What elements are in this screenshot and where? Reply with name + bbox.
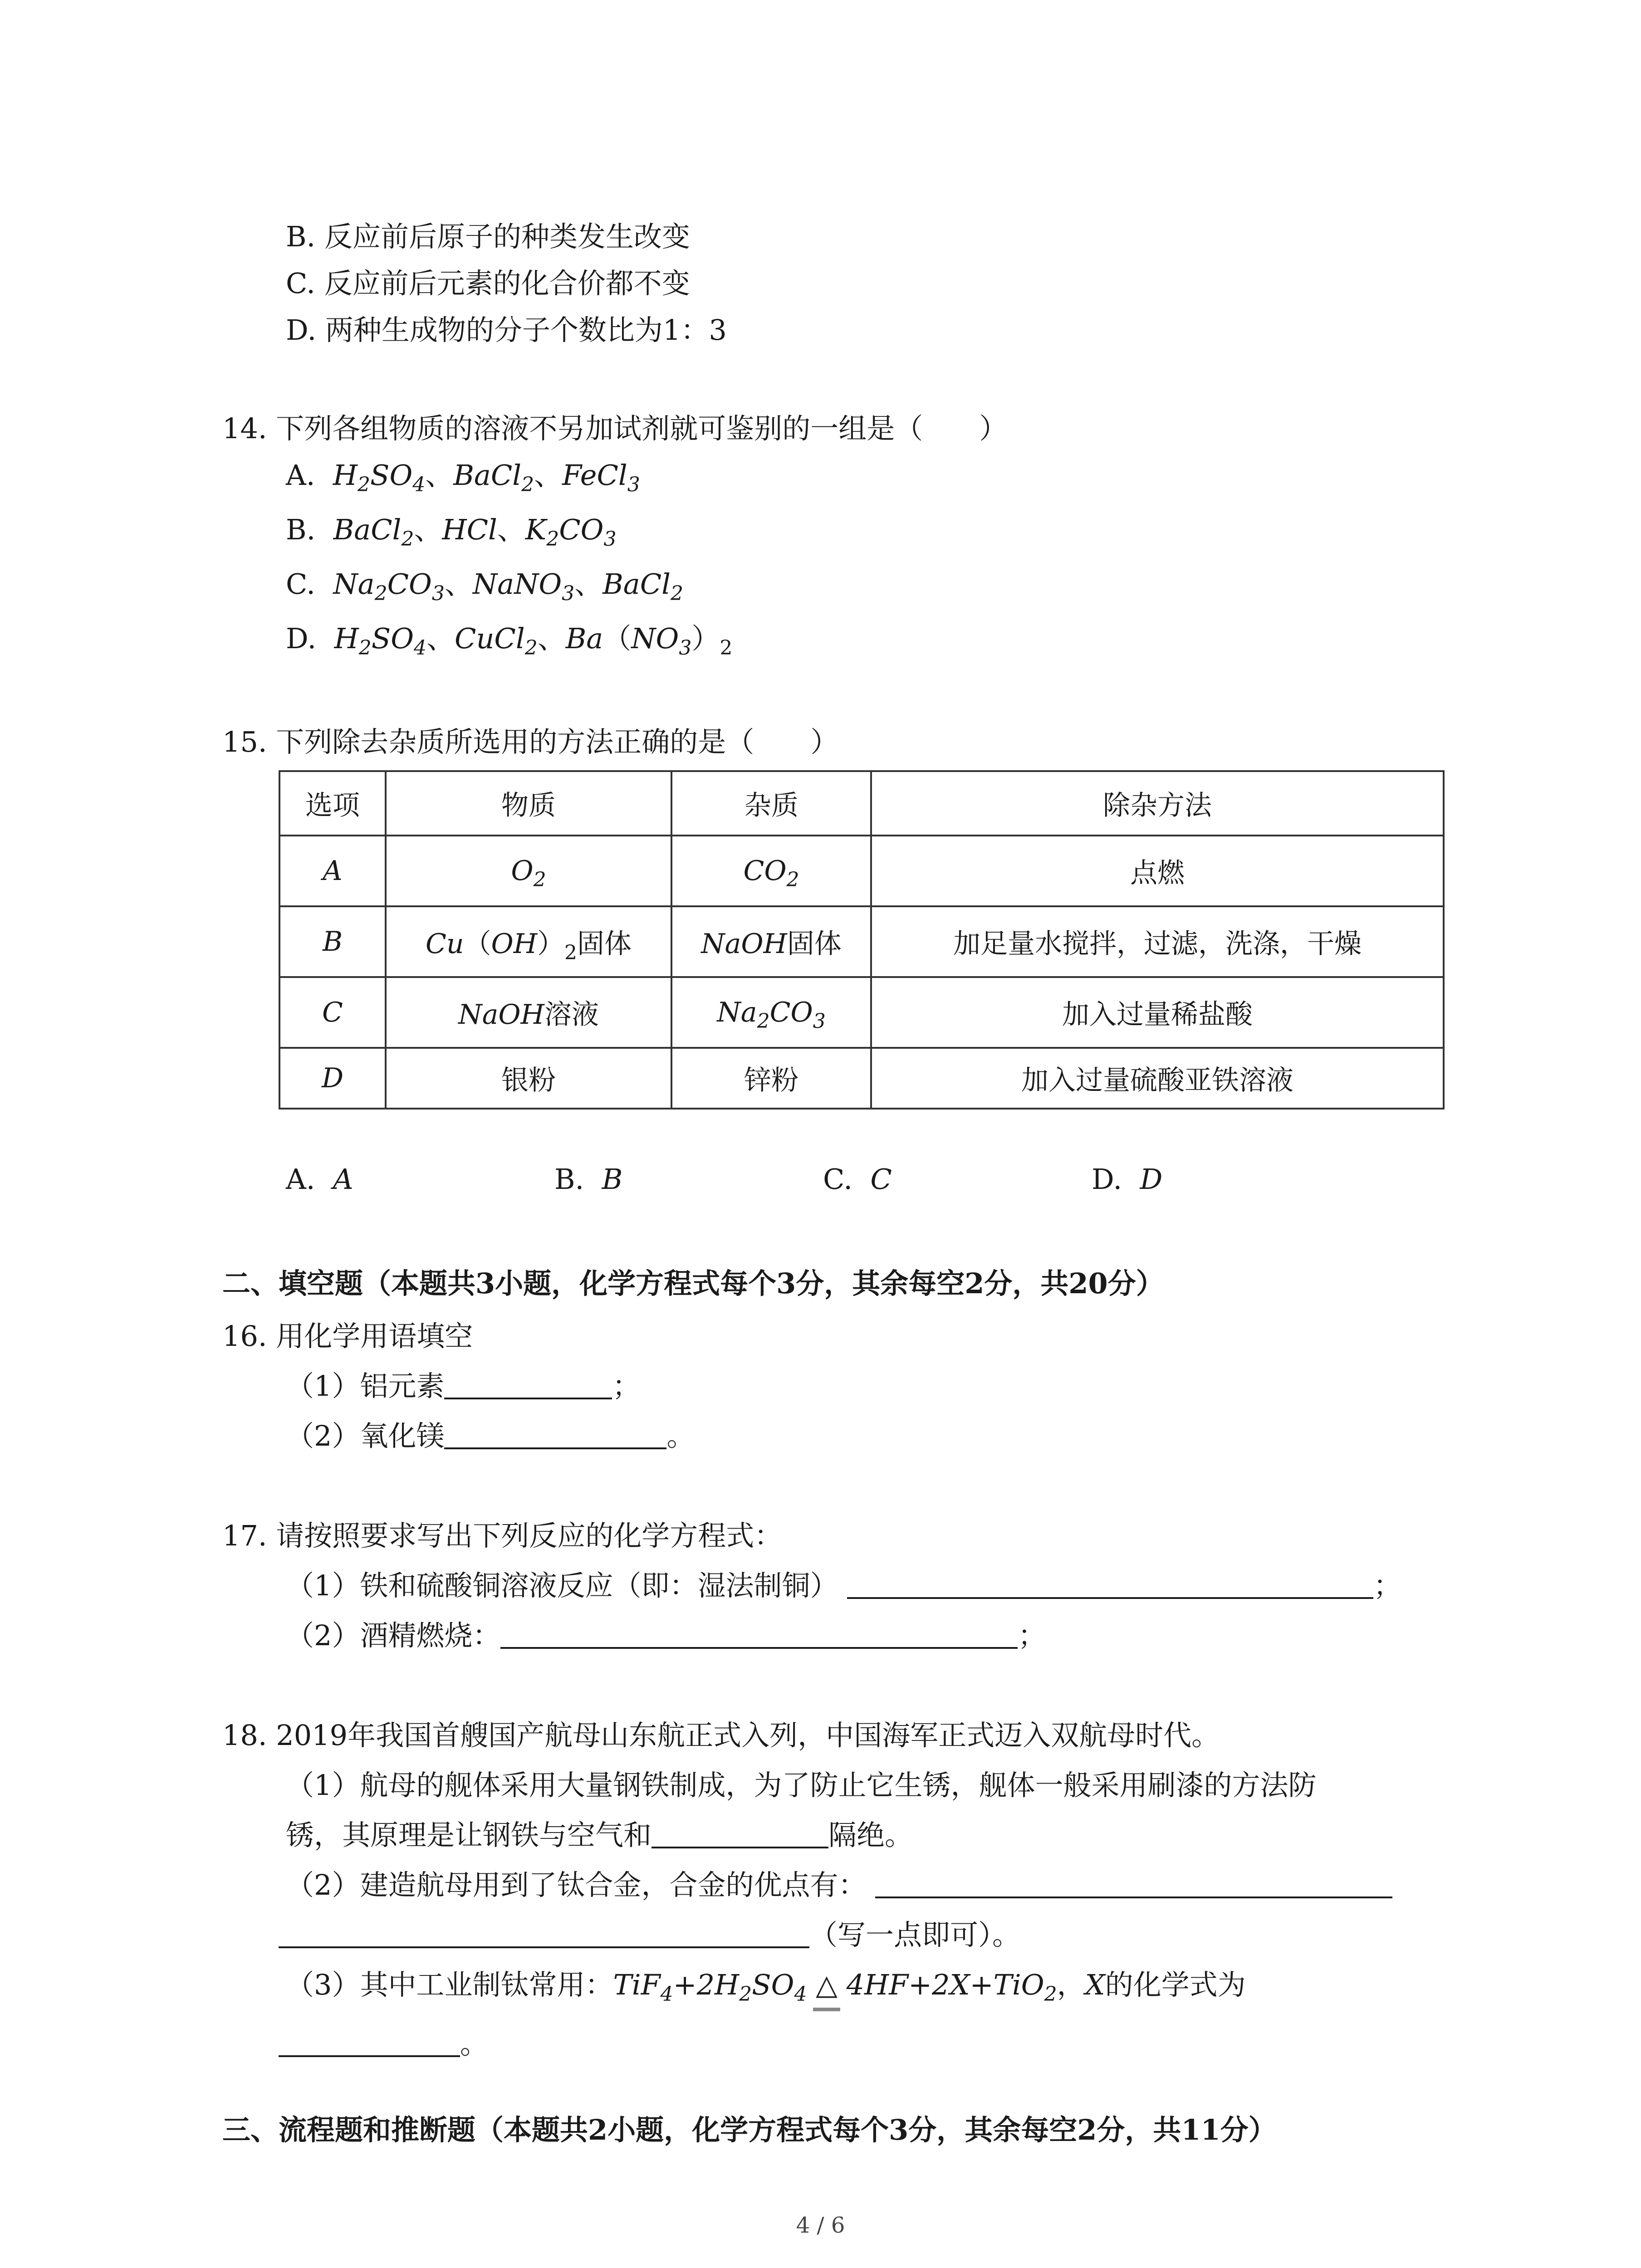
answer-blank[interactable] (875, 1871, 1392, 1898)
q14-option-c: C. $Na_2CO_3$、NaNO$_3$、BaCl$_2$ (286, 567, 683, 605)
q18-part-2a: （2）建造航母用到了钛合金，合金的优点有： (286, 1867, 1392, 1903)
q15-stem: 15. 下列除去杂质所选用的方法正确的是（ ） (222, 725, 839, 758)
q14-option-d: D. $H_2SO_4$、CuCl$_2$、$Ba(NO_3)_2$ (286, 622, 733, 660)
q18-part-1a: （1）航母的舰体采用大量钢铁制成，为了防止它生锈，舰体一般采用刷漆的方法防 (286, 1769, 1317, 1802)
q15-answer-a: A. A (286, 1163, 353, 1196)
header-option: 选项 (279, 771, 386, 836)
answer-blank[interactable] (500, 1622, 1018, 1649)
row-method: 加入过量稀盐酸 (871, 977, 1444, 1048)
row-option: A (279, 836, 386, 906)
q13-option-c: C. 反应前后元素的化合价都不变 (286, 267, 690, 300)
row-option: D (279, 1048, 386, 1109)
row-impurity: 锌粉 (671, 1048, 871, 1109)
q14-stem: 14. 下列各组物质的溶液不另加试剂就可鉴别的一组是（ ） (222, 412, 1008, 445)
q17-part-1: （1）铁和硫酸铜溶液反应（即：湿法制铜） ； (286, 1569, 1402, 1602)
q18-part-2b: （写一点即可）。 (279, 1917, 1020, 1953)
table-row (279, 977, 1444, 1048)
q13-option-d: D. 两种生成物的分子个数比为1：3 (286, 313, 727, 347)
row-method: 点燃 (871, 836, 1444, 906)
q15-table (279, 770, 1445, 1110)
q18-part-1b: 锈，其原理是让钢铁与空气和 隔绝。 (286, 1818, 913, 1852)
section-2-heading: 二、填空题（本题共3小题，化学方程式每个3分，其余每空2分，共20分） (222, 1267, 1164, 1300)
row-impurity: $Na_2CO_3$ (671, 977, 871, 1048)
q15-answer-d: D. D (1092, 1163, 1163, 1196)
table-row (279, 906, 1444, 977)
answer-blank[interactable] (444, 1372, 612, 1399)
q14-option-a: A. $H_2SO_4$、BaCl$_2$、FeCl$_3$ (286, 459, 640, 496)
q18-stem: 18. 2019年我国首艘国产航母山东航正式入列，中国海军正式迈入双航母时代。 (222, 1719, 1220, 1752)
answer-blank[interactable] (847, 1572, 1373, 1599)
table-header-row (279, 771, 1444, 836)
answer-blank[interactable] (652, 1821, 828, 1848)
row-method: 加入过量硫酸亚铁溶液 (871, 1048, 1444, 1109)
q15-answer-b: B. B (554, 1163, 623, 1196)
heat-condition-icon: △ (816, 1967, 838, 2003)
q16-part-2: （2）氧化镁 。 (286, 1419, 695, 1452)
header-method: 除杂方法 (871, 771, 1444, 836)
row-method: 加足量水搅拌，过滤，洗涤，干燥 (871, 906, 1444, 977)
row-substance: $Cu(OH)_2$固体 (386, 906, 671, 977)
row-impurity: $CO_2$ (671, 836, 871, 906)
answer-blank[interactable] (279, 1921, 809, 1948)
answer-blank[interactable] (279, 2030, 460, 2057)
answer-blank[interactable] (444, 1422, 666, 1449)
row-substance: $O_2$ (386, 836, 671, 906)
table-row (279, 1048, 1444, 1109)
row-substance: NaOH溶液 (386, 977, 671, 1048)
q18-part-3: （3）其中工业制钛常用：$TiF_4+2H_2SO_4$ △ 4HF+2X+TiO$_2$，X的化学式为 (286, 1967, 1246, 2003)
q14-option-b: B. BaCl$_2$、HCl、$K_2CO_3$ (286, 513, 617, 551)
q13-option-b: B. 反应前后原子的种类发生改变 (286, 220, 690, 253)
row-impurity: NaOH固体 (671, 906, 871, 977)
row-option: B (279, 906, 386, 977)
q15-answer-c: C. C (823, 1163, 892, 1196)
row-option: C (279, 977, 386, 1048)
q17-stem: 17. 请按照要求写出下列反应的化学方程式： (222, 1519, 783, 1552)
q17-part-2: （2）酒精燃烧： ； (286, 1619, 1046, 1652)
header-impurity: 杂质 (671, 771, 871, 836)
section-3-heading: 三、流程题和推断题（本题共2小题，化学方程式每个3分，其余每空2分，共11分） (222, 2113, 1277, 2146)
q16-part-1: （1）铝元素 ； (286, 1369, 641, 1403)
q16-stem: 16. 用化学用语填空 (222, 1320, 473, 1353)
row-substance: 银粉 (386, 1048, 671, 1109)
table-row (279, 836, 1444, 906)
q18-part-3-answer: 。 (279, 2026, 488, 2062)
page-number: 4 / 6 (796, 2213, 845, 2238)
header-substance: 物质 (386, 771, 671, 836)
